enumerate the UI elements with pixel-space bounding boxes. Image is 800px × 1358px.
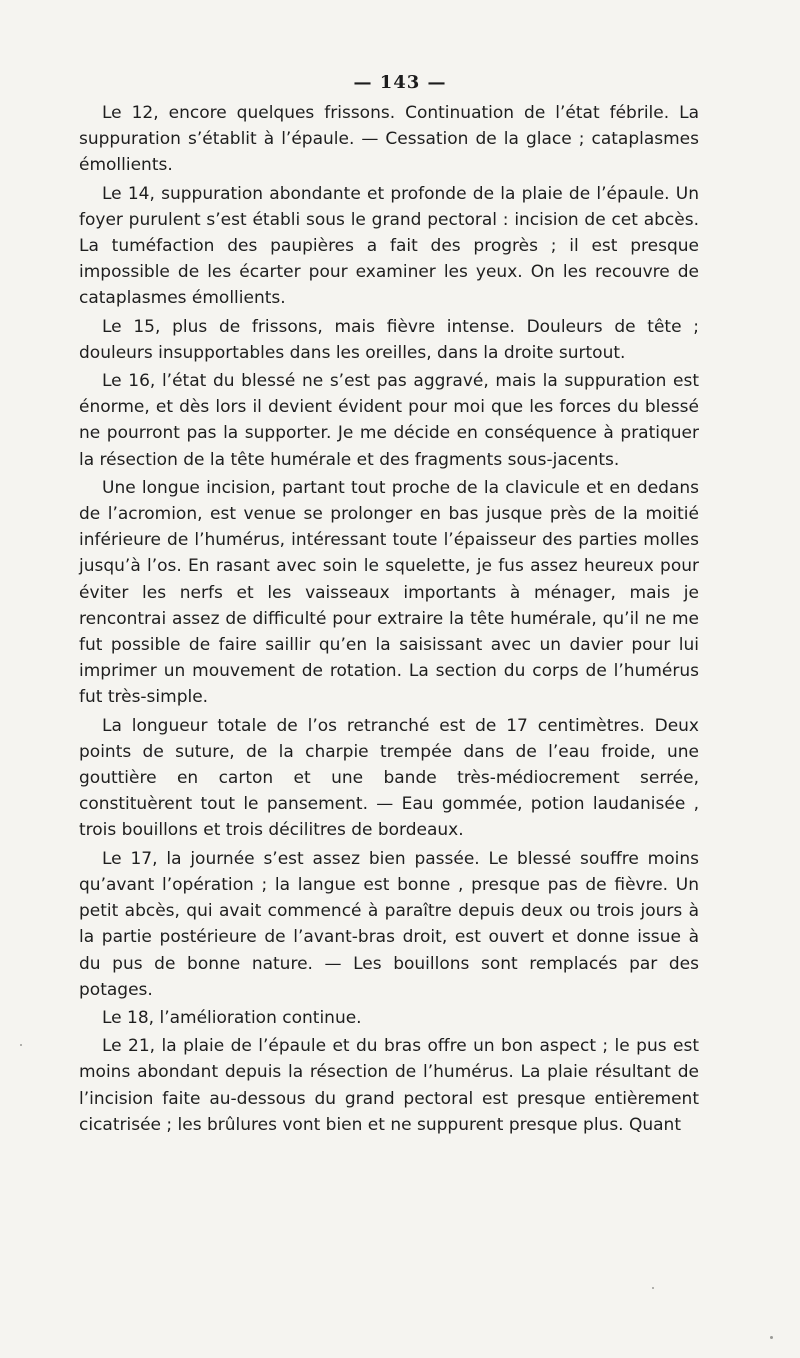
paragraph-incision: Une longue incision, partant tout proche de la clavicule et en dedans de l’acromion, est venue se prolonger en bas jusque près de la moitié inférieure de l’humérus, intéressant toute l’épaisseur des parties molles jusqu’à l’os. En rasant avec soin le squelette, je fus assez heureux pour éviter les nerfs et les vaisseaux importants à ménager, mais je rencontrai assez de difficulté pour extraire la tête humérale, qu’il ne me fut possible de faire saillir qu’en la saisissant avec un davier pour lui imprimer un mouvement de rotation. La section du corps de l’humérus fut très-simple.	[79, 477, 699, 708]
body-text	[79, 100, 699, 1138]
paragraph-day-21: Le 21, la plaie de l’épaule et du bras offre un bon aspect ; le pus est moins abondant depuis la résection de l’humérus. La plaie résultant de l’incision faite au-dessous du grand pectoral est presque entièrement cicatrisée ; les brûlures vont bien et ne suppurent presque plus. Quant	[79, 1036, 699, 1135]
paragraph-day-18: Le 18, l’amélioration continue.	[102, 1007, 362, 1028]
paper-speck	[20, 1044, 22, 1046]
paragraph-bone-length: La longueur totale de l’os retranché est de 17 centimètres. Deux points de suture, de la charpie trempée dans de l’eau froide, une gouttière en carton et une bande très-médiocrement serrée, constituèrent tout le pansement. — Eau gommée, potion laudanisée , trois bouillons et trois décilitres de bordeaux.	[79, 715, 699, 841]
paragraph-day-14: Le 14, suppuration abondante et profonde de la plaie de l’épaule. Un foyer purulent s’est établi sous le grand pectoral : incision de cet abcès. La tuméfaction des paupières a fait des progrès ; il est presque impossible de les écarter pour examiner les yeux. On les recouvre de cataplasmes émollients.	[79, 183, 699, 309]
paragraph-day-15: Le 15, plus de frissons, mais fièvre intense. Douleurs de tête ; douleurs insupportables dans les oreilles, dans la droite surtout.	[79, 316, 699, 363]
paragraph-day-16: Le 16, l’état du blessé ne s’est pas aggravé, mais la suppuration est énorme, et dès lors il devient évident pour moi que les forces du blessé ne pourront pas la supporter. Je me décide en conséquence à pratiquer la résection de la tête humérale et des fragments sous-jacents.	[79, 371, 699, 470]
paper-speck	[770, 1336, 773, 1339]
paper-speck	[652, 1287, 654, 1289]
paragraph-day-12: Le 12, encore quelques frissons. Continuation de l’état fébrile. La suppuration s’établit à l’épaule. — Cessation de la glace ; cataplasmes émollients.	[79, 103, 699, 176]
page-number: — 143 —	[353, 72, 447, 93]
paragraph-day-17: Le 17, la journée s’est assez bien passée. Le blessé souffre moins qu’avant l’opération ; la langue est bonne , presque pas de fièvre. Un petit abcès, qui avait commencé à paraître depuis deux ou trois jours à la partie postérieure de l’avant-bras droit, est ouvert et donne issue à du pus de bonne nature. — Les bouillons sont remplacés par des potages.	[79, 848, 699, 1000]
